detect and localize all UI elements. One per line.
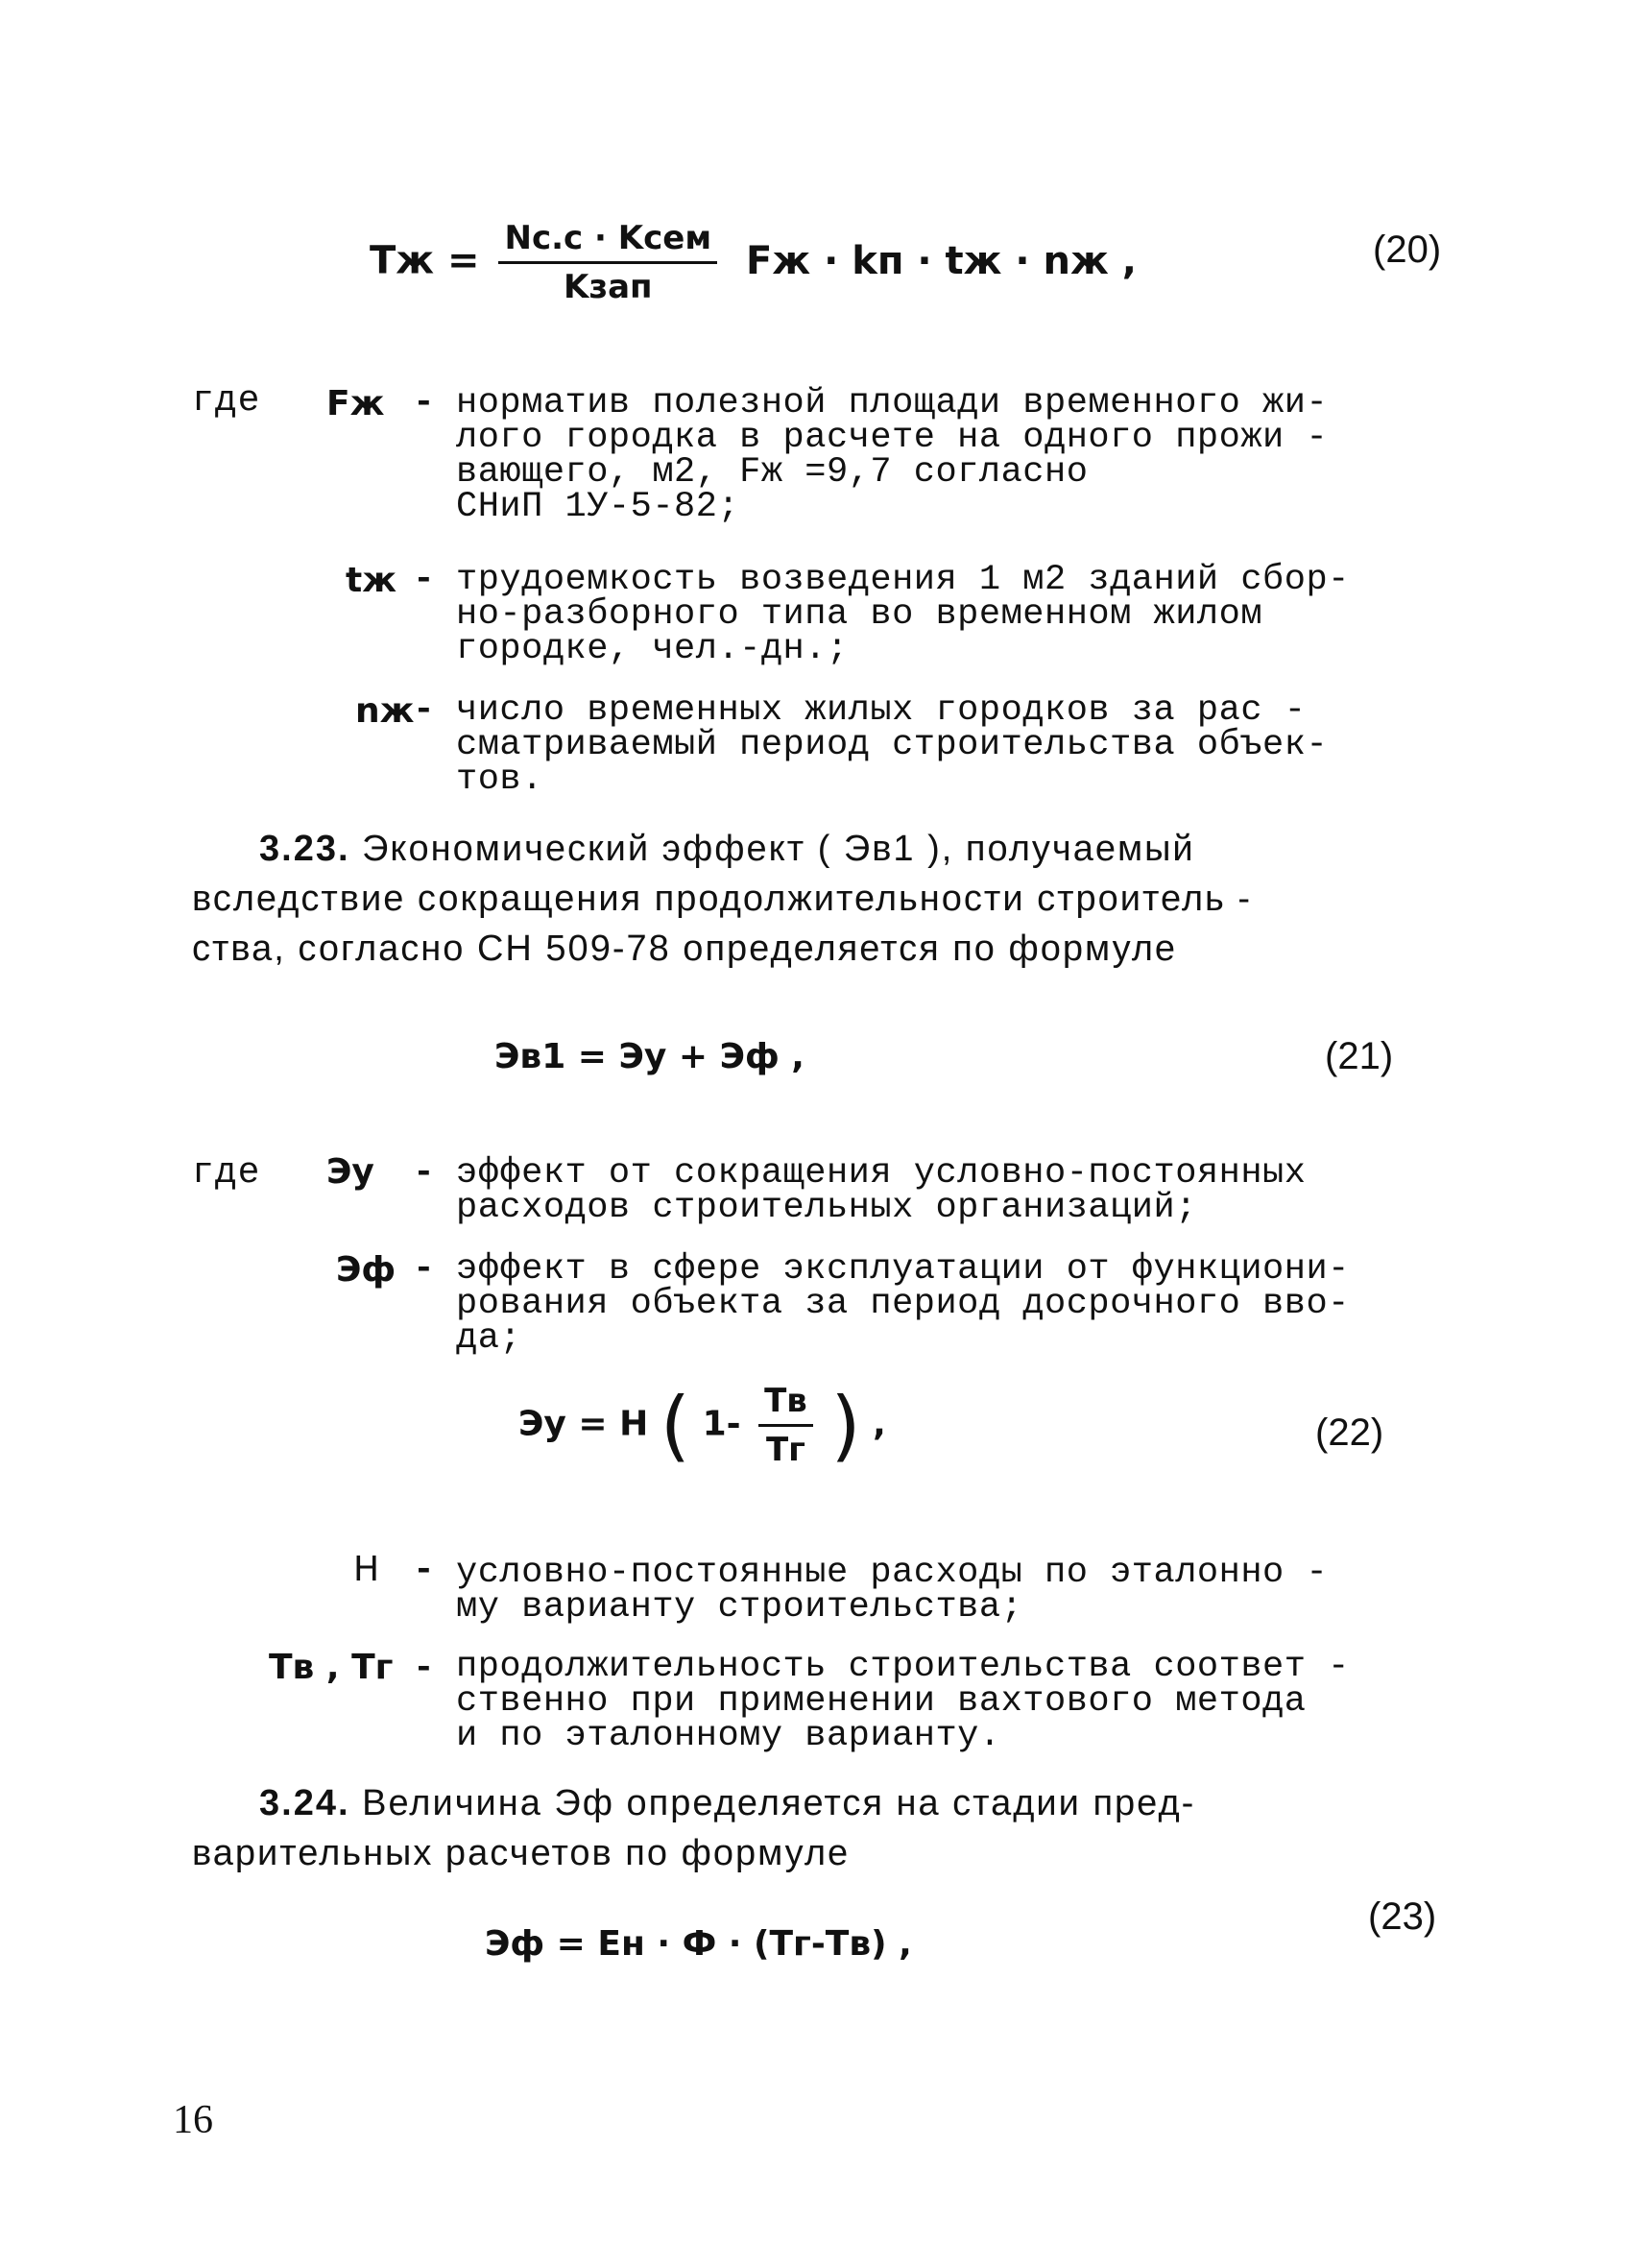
formula-22-one: 1-	[702, 1404, 741, 1444]
where-label-2: где	[192, 1152, 261, 1194]
definition-line: расходов строительных организаций;	[456, 1188, 1197, 1228]
formula-20-lhs: Тж	[370, 238, 435, 283]
definition-line: условно-постоянные расходы по эталонно -	[456, 1553, 1329, 1593]
formula-22-lhs: Эу = Н	[518, 1404, 649, 1444]
symbol-E-f: Эф	[336, 1250, 396, 1290]
definition-line: эффект от сокращения условно-постоянных	[456, 1153, 1307, 1194]
dash: -	[413, 689, 435, 731]
formula-20-eq: =	[447, 238, 480, 283]
formula-21-number: (21)	[1325, 1035, 1394, 1077]
definition-line: и по эталонному варианту.	[456, 1716, 1001, 1756]
definition-line: трудоемкость возведения 1 м2 зданий сбор-	[456, 560, 1350, 600]
symbol-n-zh: nж	[355, 691, 415, 731]
formula-22-denominator: Тг	[765, 1431, 805, 1469]
paragraph-line: вследствие сокращения продолжительности строитель -	[192, 879, 1253, 919]
formula-22-numerator: Тв	[758, 1382, 813, 1427]
symbol-E-u: Эу	[326, 1152, 374, 1192]
definition-T-v-T-g	[456, 1647, 1350, 1756]
formula-20-fraction	[498, 219, 717, 306]
dash: -	[413, 1152, 435, 1194]
definition-E-f	[456, 1249, 1350, 1359]
definition-line: му варианту строительства;	[456, 1587, 1023, 1628]
paragraph-line: ства, согласно СН 509-78 определяется по формуле	[192, 929, 1178, 969]
definition-n-zh	[456, 690, 1329, 800]
dash: -	[413, 1248, 435, 1290]
formula-20-rest: Fж · kп · tж · nж ,	[746, 238, 1137, 283]
where-label-1: где	[192, 380, 261, 422]
dash: -	[413, 1550, 435, 1591]
definition-line: городке, чел.-дн.;	[456, 629, 849, 669]
section-number: 3.23.	[259, 829, 350, 869]
formula-22-number: (22)	[1315, 1411, 1384, 1454]
definition-line: продолжительность строительства соответ -	[456, 1647, 1350, 1687]
paragraph-text: Величина Эф определяется на стадии пред-	[362, 1783, 1196, 1823]
paragraph-line	[192, 1778, 1195, 1828]
formula-22-comma: ,	[873, 1404, 886, 1444]
formula-21: Эв1 = Эу + Эф ,	[494, 1037, 804, 1076]
formula-22	[518, 1381, 886, 1470]
definition-line: вающего, м2, Fж =9,7 согласно	[456, 452, 1089, 493]
definition-t-zh	[456, 560, 1350, 669]
definition-line: рования объекта за период досрочного вво-	[456, 1284, 1350, 1324]
formula-20-numerator: Nc.c · Kсем	[498, 219, 717, 264]
paragraph-line	[192, 824, 1252, 874]
paragraph-3-24	[192, 1778, 1195, 1878]
definition-line: но-разборного типа во временном жилом	[456, 594, 1263, 635]
paragraph-text: Экономический эффект ( Эв1 ), получаемый	[362, 829, 1195, 869]
symbol-t-zh: tж	[346, 561, 397, 600]
definition-H	[456, 1553, 1329, 1628]
dash: -	[413, 1648, 435, 1689]
page-number: 16	[173, 2098, 213, 2142]
section-number: 3.24.	[259, 1783, 350, 1823]
definition-line: эффект в сфере эксплуатации от функциони-	[456, 1249, 1350, 1290]
paragraph-3-23	[192, 824, 1252, 974]
dash: -	[413, 559, 435, 600]
symbol-H: Н	[353, 1550, 380, 1589]
symbol-T-v-T-g: Тв , Тг	[269, 1648, 394, 1687]
definition-line: лого городка в расчете на одного прожи -	[456, 418, 1329, 458]
formula-23-number: (23)	[1368, 1895, 1437, 1938]
definition-line: да;	[456, 1318, 522, 1359]
formula-23: Эф = Ен · Ф · (Тг-Тв) ,	[485, 1924, 912, 1964]
formula-20-denominator: Kзап	[564, 268, 653, 306]
formula-20	[370, 219, 1137, 306]
dash: -	[413, 382, 435, 423]
definition-line: ственно при применении вахтового метода	[456, 1681, 1307, 1722]
definition-E-u	[456, 1153, 1307, 1228]
paragraph-line: варительных расчетов по формуле	[192, 1833, 851, 1873]
definition-F-zh	[456, 383, 1329, 527]
definition-line: норматив полезной площади временного жи-	[456, 383, 1329, 423]
definition-line: СНиП 1У-5-82;	[456, 487, 740, 527]
formula-20-number: (20)	[1373, 229, 1442, 271]
symbol-F-zh: Fж	[326, 384, 385, 423]
definition-line: сматриваемый период строительства объек-	[456, 725, 1329, 765]
formula-22-close-paren: )	[830, 1381, 861, 1470]
definition-line: тов.	[456, 760, 543, 800]
formula-22-fraction	[758, 1382, 813, 1469]
definition-line: число временных жилых городков за рас -	[456, 690, 1307, 731]
formula-22-open-paren: (	[660, 1381, 691, 1470]
